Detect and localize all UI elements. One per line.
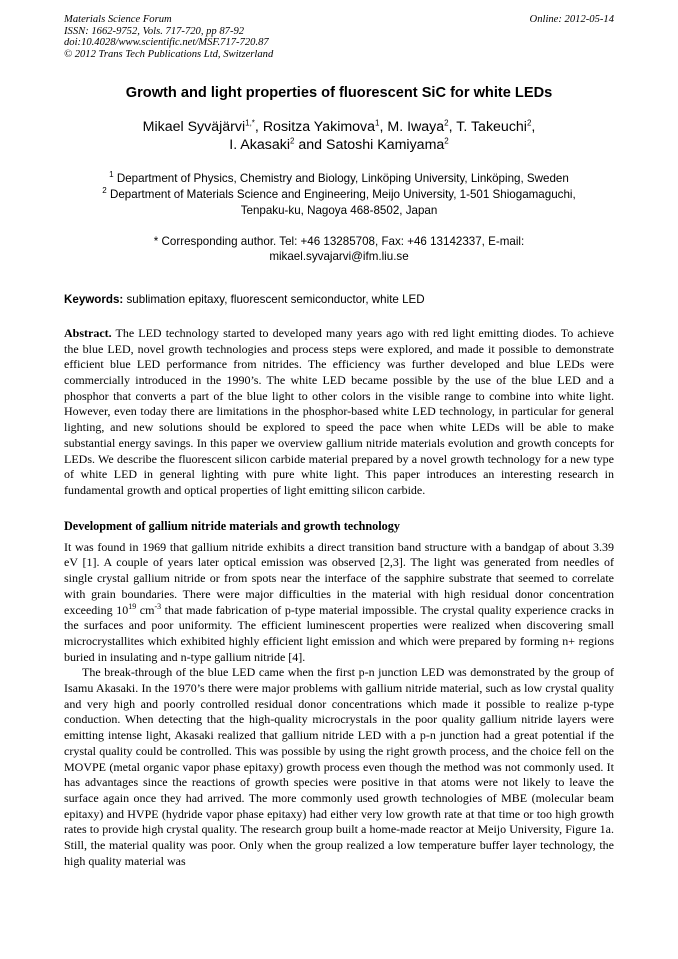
affiliation-1: $^1$ Department of Physics, Chemistry and Biology, Linköping University, Linköping, Sweden [109, 170, 569, 186]
corresponding-contact: * Corresponding author. Tel: +46 13285708, Fax: +46 13142337, E-mail: [153, 234, 525, 248]
abstract-label: Abstract. [64, 325, 112, 340]
author-affiliation-mark: 1,* [245, 118, 255, 128]
keywords-text: sublimation epitaxy, fluorescent semiconductor, white LED [123, 292, 425, 306]
author-name: Satoshi Kamiyama [326, 137, 445, 154]
affiliation-mark: 1 [109, 170, 114, 180]
author-affiliation-mark: 2 [444, 118, 449, 128]
author-affiliation-mark: 2 [289, 136, 295, 146]
author-affiliation-mark: 1 [375, 118, 380, 128]
author-affiliation-mark: 2 [444, 136, 449, 146]
author-separator: , [448, 119, 457, 136]
section-heading: Development of gallium nitride materials and growth technology [64, 518, 400, 533]
author-separator: , [254, 119, 263, 136]
journal-name: Materials Science Forum [64, 14, 172, 25]
corresponding-email[interactable]: mikael.syvajarvi@ifm.liu.se [269, 250, 409, 264]
author-line-2 [64, 136, 614, 154]
author-separator: , [531, 119, 536, 136]
exponent: 19 [128, 601, 137, 611]
body-paragraph-2: The break-through of the blue LED came when the first p-n junction LED was demonstrated by the group of Isamu Akasaki. In the 1970’s there were major problems with gallium nitride material, such as low crystal quality and very high and poorly controlled residual donor concentrations which made it possible to realize p-type conduction. When detecting that the high-quality microcrystals in the poor quality gallium nitride layers were emitting intense light, Akasaki realized that gallium nitride LED with a p-n junction had a great potential if the crystal quality could be controlled. This was possible by using the right growth process, and the choice fell on the MOVPE (metal organic vapor phase epitaxy) growth process even though the method was not commonly used. It has advantages since the reactions of growth species were positive in that atoms were not likely to leave the surface again once they had arrived. The more commonly used growth technologies of MBE (molecular beam epitaxy) and HVPE (hydride vapor phase epitaxy) had either very low growth rate at that time or too high growth rates to provide high crystal quality. The research group built a home-made reactor at Meijo University, Figure 1a. Still, the material quality was poor. Only when the group realized a low temperature buffer layer technology, the high quality material was [64, 665, 614, 868]
corresponding-author [64, 234, 614, 265]
author-separator: , [379, 119, 388, 136]
exponent: -3 [154, 601, 162, 611]
issn-line: ISSN: 1662-9752, Vols. 717-720, pp 87-92 [64, 25, 245, 37]
copyright-line: © 2012 Trans Tech Publications Ltd, Switzerland [64, 48, 274, 60]
author-name: M. Iwaya [387, 119, 445, 136]
keywords-label: Keywords: [64, 292, 124, 306]
author-list [64, 118, 614, 154]
abstract [64, 326, 614, 499]
affiliation-mark: 2 [102, 186, 107, 196]
author-separator: and [294, 137, 326, 154]
affiliations [64, 171, 614, 218]
doi-line: doi:10.4028/www.scientific.net/MSF.717-720.87 [64, 37, 269, 49]
online-date: Online: 2012-05-14 [529, 14, 614, 25]
author-name: I. Akasaki [229, 137, 290, 154]
body-paragraph-1: It was found in 1969 that gallium nitride exhibits a direct transition band structure with a bandgap of about 3.39 eV [1]. A couple of years later optical emission was observed [2,3]. The light was generated from needles of single crystal gallium nitride or from spots near the interface of the sapphire substrate that seemed to correlate with grain boundaries. There were major difficulties in the material with high residual donor concentration exceeding $10^{19}$ $cm^{-3}$ that made fabrication of p-type material impossible. The crystal quality experience cracks in the surfaces and poor uniformity. The efficient luminescent properties were realized when discovering small microcrystallites which exhibited highly efficient light emission and which were prepared by forming n+ regions buried in insulating and n-type gallium nitride [4]. [64, 539, 614, 664]
keywords [64, 292, 614, 307]
author-name: T. Takeuchi [456, 119, 527, 136]
author-line-1 [64, 118, 614, 136]
affiliation-2: $^2$ Department of Materials Science and Engineering, Meijo University, 1-501 Shiogamaguchi, [102, 186, 576, 202]
affiliation-2-cont: Tenpaku-ku, Nagoya 468-8502, Japan [240, 203, 438, 217]
author-name: Rositza Yakimova [262, 119, 376, 136]
journal-header [64, 14, 614, 60]
author-affiliation-mark: 2 [526, 118, 532, 128]
abstract-text: The LED technology started to developed many years ago with red light emitting diodes. To achieve the blue LED, novel growth technologies and process steps were explored, and made it possible to demonstrate efficient blue LED performance from nitrides. The efficiency was further developed and blue LEDs were commercially introduced in the 1990’s. The white LED became possible by the use of the blue LED and a phosphor that converts a part of the blue light to other colors in the visible range to combine into white light. However, even today there are limitations in the phosphor-based white LED technology, in particular for general lighting, and new solutions should be explored to speed the pace when white LEDs will be able to make substantial energy savings. In this paper we overview gallium nitride materials evolution and growth concepts for LEDs. We describe the fluorescent silicon carbide material prepared by a novel growth technology for a new type of white LED in general lighting with pure white light. This paper introduces an interesting research in fundamental growth and optical properties of light emitting silicon carbide. [64, 325, 614, 497]
author-name: Mikael Syväjärvi [142, 119, 246, 136]
paper-title: Growth and light properties of fluorescent SiC for white LEDs [125, 85, 553, 102]
